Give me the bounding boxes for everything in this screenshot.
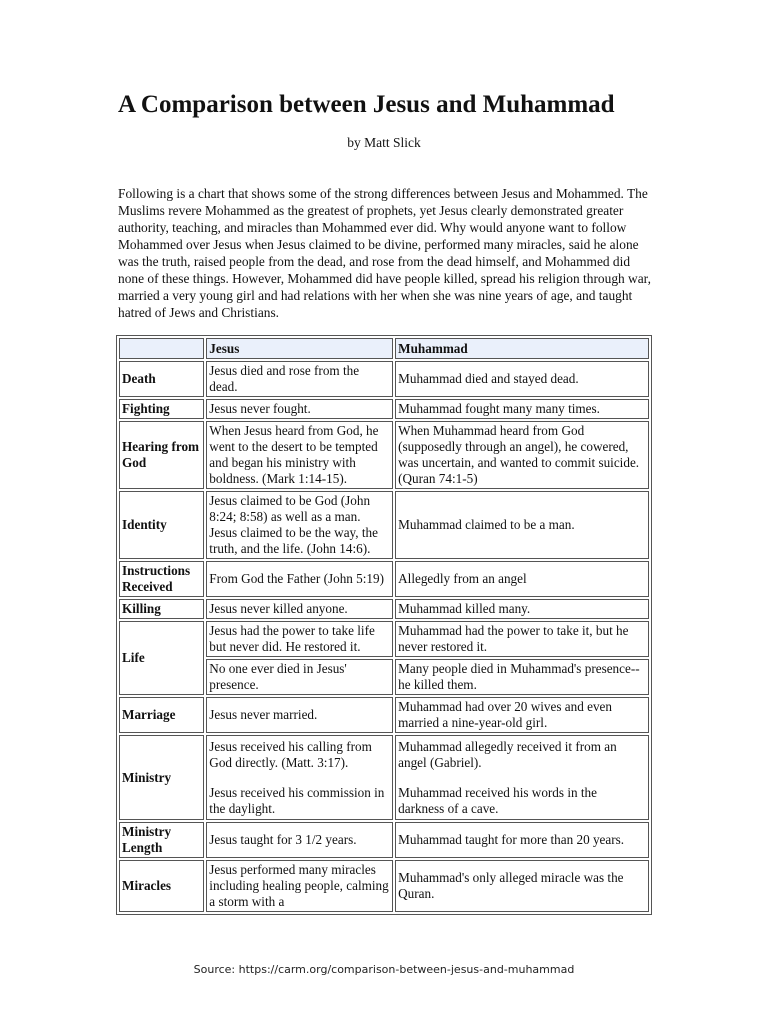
muhammad-cell: Muhammad taught for more than 20 years. xyxy=(395,822,649,858)
row-label: Hearing from God xyxy=(119,421,204,489)
row-label: Fighting xyxy=(119,399,204,419)
muhammad-cell: Muhammad had the power to take it, but he never restored it. xyxy=(395,621,649,657)
jesus-cell: Jesus performed many miracles including healing people, calming a storm with a xyxy=(206,860,393,912)
header-cell-blank xyxy=(119,338,204,359)
jesus-ministry-calling: Jesus received his calling from God directly. (Matt. 3:17). xyxy=(209,738,372,770)
jesus-cell: When Jesus heard from God, he went to the desert to be tempted and began his ministry with boldness. (Mark 1:14-15). xyxy=(206,421,393,489)
table-row-ministry-length xyxy=(119,822,649,858)
jesus-cell: From God the Father (John 5:19) xyxy=(206,561,393,597)
table-row-killing xyxy=(119,599,649,619)
table-row-miracles xyxy=(119,860,649,912)
row-label: Marriage xyxy=(119,697,204,733)
jesus-cell: Jesus never fought. xyxy=(206,399,393,419)
muhammad-cell: Muhammad's only alleged miracle was the Quran. xyxy=(395,860,649,912)
jesus-cell: Jesus died and rose from the dead. xyxy=(206,361,393,397)
jesus-cell: Jesus never killed anyone. xyxy=(206,599,393,619)
table-row-fighting xyxy=(119,399,649,419)
muhammad-ministry-words: Muhammad received his words in the darkness of a cave. xyxy=(398,784,597,816)
jesus-cell: No one ever died in Jesus' presence. xyxy=(206,659,393,695)
muhammad-cell: Muhammad died and stayed dead. xyxy=(395,361,649,397)
muhammad-cell xyxy=(395,735,649,820)
row-label: Life xyxy=(119,621,204,695)
muhammad-ministry-calling: Muhammad allegedly received it from an angel (Gabriel). xyxy=(398,738,617,770)
table-header-row xyxy=(119,338,649,359)
muhammad-cell: Muhammad fought many many times. xyxy=(395,399,649,419)
jesus-cell: Jesus taught for 3 1/2 years. xyxy=(206,822,393,858)
table-row-identity xyxy=(119,491,649,559)
jesus-cell: Jesus claimed to be God (John 8:24; 8:58) as well as a man. Jesus claimed to be the way, the truth, and the life. (John 14:6). xyxy=(206,491,393,559)
muhammad-cell: Muhammad killed many. xyxy=(395,599,649,619)
jesus-cell: Jesus never married. xyxy=(206,697,393,733)
page-title: A Comparison between Jesus and Muhammad xyxy=(118,91,615,118)
row-label: Death xyxy=(119,361,204,397)
table-row-death xyxy=(119,361,649,397)
comparison-table xyxy=(116,335,652,915)
row-label: Identity xyxy=(119,491,204,559)
row-label: Ministry xyxy=(119,735,204,820)
intro-paragraph: Following is a chart that shows some of the strong differences between Jesus and Mohammed. The Muslims revere Mohammed as the greatest of prophets, yet Jesus clearly demonstrated greater authority, teaching, and miracles than Mohammed ever did. Why would anyone want to follow Mohammed over Jesus when Jesus claimed to be divine, performed many miracles, said he alone was the truth, raised people from the dead, and rose from the dead himself, and Mohammed did none of these things. However, Mohammed did have people killed, spread his religion through war, married a very young girl and had relations with her when she was nine years of age, and taught hatred of Jews and Christians. xyxy=(118,186,651,320)
row-label: Killing xyxy=(119,599,204,619)
muhammad-cell: Muhammad had over 20 wives and even married a nine-year-old girl. xyxy=(395,697,649,733)
row-label: Ministry Length xyxy=(119,822,204,858)
row-label: Miracles xyxy=(119,860,204,912)
muhammad-cell: Allegedly from an angel xyxy=(395,561,649,597)
header-cell-jesus: Jesus xyxy=(206,338,393,359)
table-row-hearing-from-god xyxy=(119,421,649,489)
source-footer: Source: https://carm.org/comparison-between-jesus-and-muhammad xyxy=(193,963,575,976)
muhammad-cell: Muhammad claimed to be a man. xyxy=(395,491,649,559)
muhammad-cell: When Muhammad heard from God (supposedly through an angel), he cowered, was uncertain, and wanted to commit suicide. (Quran 74:1-5) xyxy=(395,421,649,489)
table-row-life xyxy=(119,621,649,657)
header-cell-muhammad: Muhammad xyxy=(395,338,649,359)
table-row-ministry xyxy=(119,735,649,820)
jesus-cell: Jesus had the power to take life but never did. He restored it. xyxy=(206,621,393,657)
table-row-instructions-received xyxy=(119,561,649,597)
jesus-ministry-commission: Jesus received his commission in the daylight. xyxy=(209,784,385,816)
row-label: Instructions Received xyxy=(119,561,204,597)
jesus-cell xyxy=(206,735,393,820)
author-byline: by Matt Slick xyxy=(347,135,421,150)
muhammad-cell: Many people died in Muhammad's presence--he killed them. xyxy=(395,659,649,695)
table-row-marriage xyxy=(119,697,649,733)
